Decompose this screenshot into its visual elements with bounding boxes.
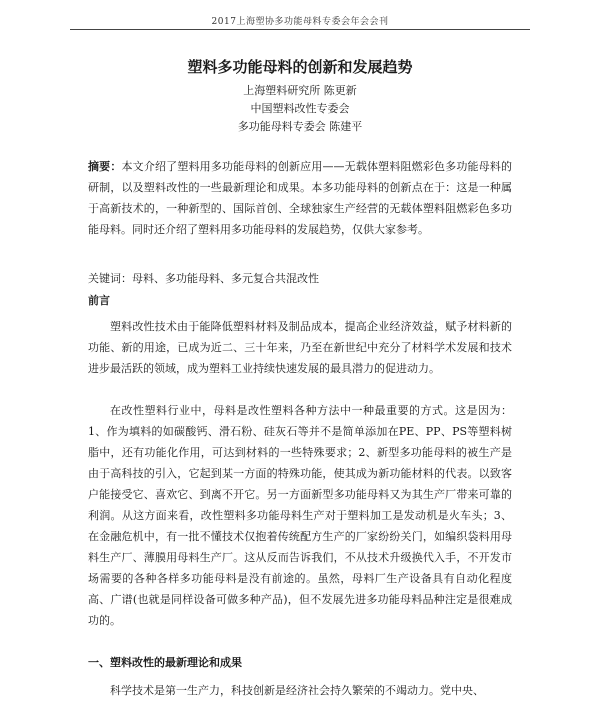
running-header [70, 14, 530, 30]
author-line-3: 多功能母料专委会 陈建平 [237, 120, 363, 133]
section-1-heading: 一、塑料改性的最新理论和成果 [88, 656, 242, 669]
running-header-text: 2017上海塑协多功能母料专委会年会会刊 [211, 17, 389, 27]
keywords-label: 关键词： [88, 272, 132, 285]
author-line-2: 中国塑料改性专委会 [250, 102, 350, 115]
body-paragraph-1: 塑料改性技术由于能降低塑料材料及制品成本，提高企业经济效益，赋予材料新的功能、新的用途，已成为近二、三十年来，乃至在新世纪中充分了材料学术发展和技术进步最活跃的领域，成为塑料工业持续快速发展的最具潜力的促进动力。 [88, 320, 512, 375]
body-paragraph-2: 在改性塑料行业中，母料是改性塑料各种方法中一种最重要的方式。这是因为：1、作为填料的如碳酸钙、滑石粉、硅灰石等并不是简单添加在PE、PP、PS等塑料树脂中，还有功能化作用，可达到材料的一些特殊要求；2、新型多功能母料的被生产是由于高科技的引入，它起到某一方面的特殊功能，使其成为新功能材料的代表。以致客户能接受它、喜欢它、到离不开它。另一方面新型多功能母料又为其生产厂带来可靠的利润。从这方面来看，改性塑料多功能母料生产对于塑料加工是发动机是火车头；3、在金融危机中，有一批不懂技术仅抱着传统配方生产的厂家纷纷关门，如编织袋料用母料生产厂、薄膜用母料生产厂。这从反而告诉我们，不从技术升级换代入手，不开发市场需要的各种各样多功能母料是没有前途的。虽然，母料厂生产设备具有自动化程度高、广谱(也就是同样设备可做多种产品)，但不发展先进多功能母料品种注定是很难成功的。 [88, 404, 512, 627]
preface-heading: 前言 [88, 294, 110, 307]
keywords-text: 母料、多功能母料、多元复合共混改性 [132, 272, 319, 285]
keywords [88, 268, 512, 289]
body-paragraph-3: 科学技术是第一生产力，科技创新是经济社会持久繁荣的不竭动力。党中央、 [110, 684, 484, 697]
paper-title: 塑料多功能母料的创新和发展趋势 [187, 58, 413, 76]
author-block [0, 82, 600, 136]
abstract [88, 156, 512, 240]
abstract-label: 摘要： [88, 160, 122, 173]
author-line-1: 上海塑料研究所 陈更新 [243, 84, 357, 97]
abstract-text: 本文介绍了塑料用多功能母料的创新应用——无载体塑料阻燃彩色多功能母料的研制，以及塑料改性的一些最新理论和成果。本多功能母料的创新点在于：这是一种属于高新技术的，一种新型的、国际首创、全球独家生产经营的无载体塑料阻燃彩色多功能母料。同时还介绍了塑料用多功能母料的发展趋势，仅供大家参考。 [88, 160, 512, 236]
